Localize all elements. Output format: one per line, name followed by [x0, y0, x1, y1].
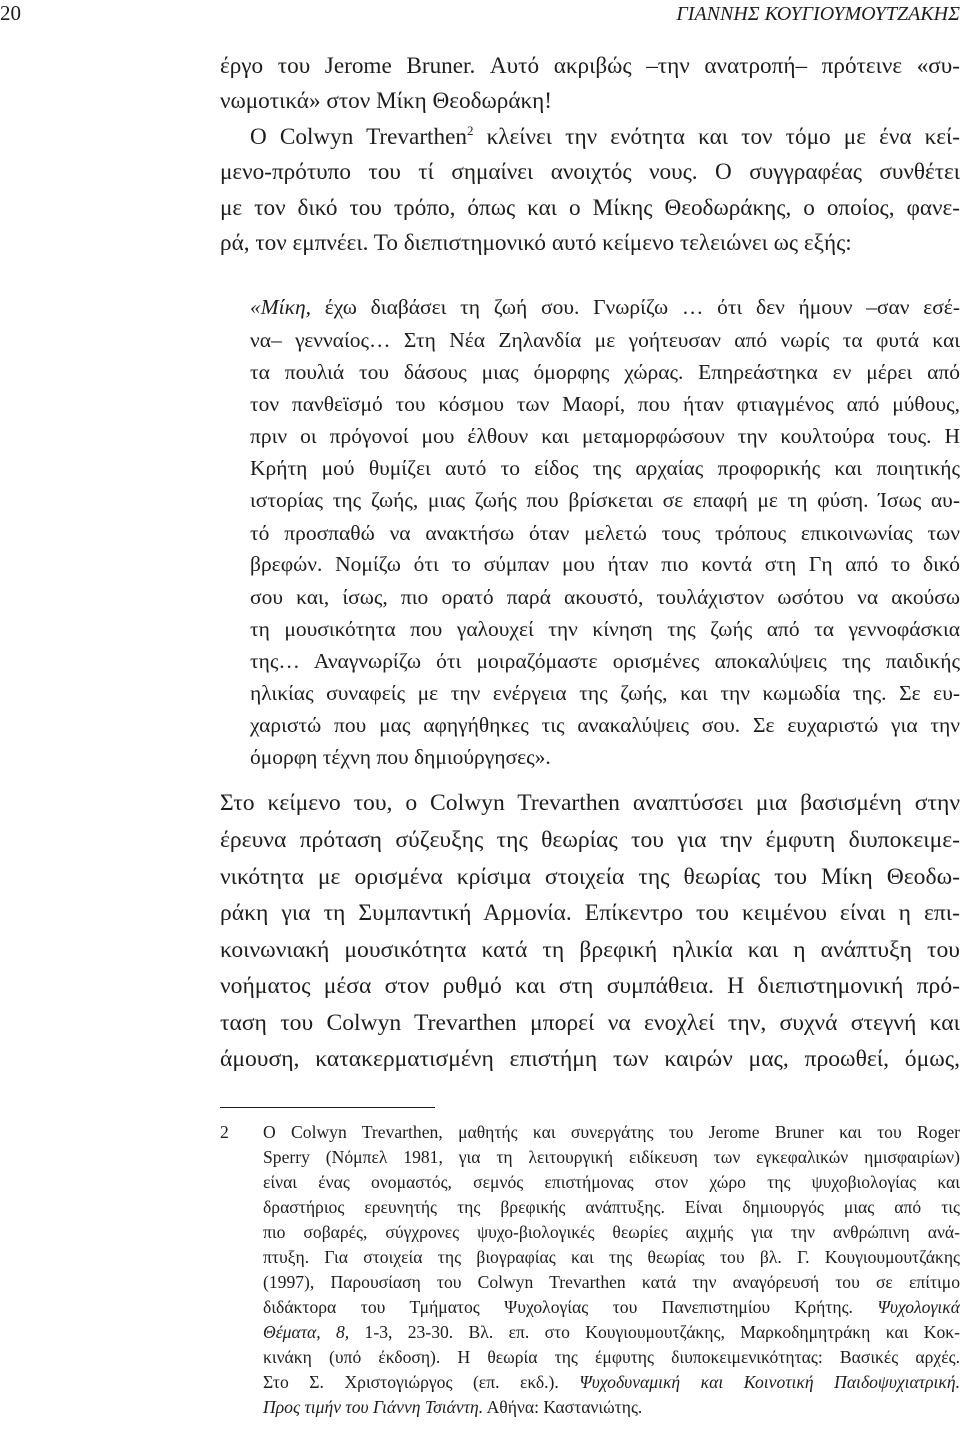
footnote-line	[263, 1371, 960, 1393]
text-span: 1-3, 23-30. Βλ. επ. στο Κουγιουμουτζάκης, Μαρκοδημητράκη και Κοκ-	[364, 1322, 960, 1342]
footnote-line: είναι ένας ονομαστός, σεμνός επιστήμονας στον χώρο της ψυχοβιολογίας και	[263, 1172, 960, 1192]
text-line: τα πουλιά του δάσους μιας όμορφης χώρας. Επηρεάστηκα εν μέρει από	[250, 360, 960, 384]
text-span: Στο Σ. Χριστογιώργος (επ. εκδ.).	[263, 1372, 559, 1392]
text-line: έργο του Jerome Bruner. Αυτό ακριβώς –την ανατροπή– πρότεινε «συ-	[220, 53, 960, 79]
text-line: ρά, τον εμπνέει. Το διεπιστημονικό αυτό κείμενο τελειώνει ως εξής:	[220, 230, 852, 256]
text-line: ιστορίας της ζωής, μιας ζωής που βρίσκεται σε επαφή με τη φύση. Ίσως αυ-	[250, 488, 960, 512]
text-line: νοήματος μέσα στον ρυθμό και στη συμπάθεια. Η διεπιστημονική πρό-	[220, 973, 960, 999]
text-line	[250, 122, 960, 152]
text-span: διδάκτορα του Τμήματος Ψυχολογίας του Πανεπιστημίου Κρήτης.	[263, 1297, 853, 1317]
text-line: κοινωνιακή μουσικότητα κατά τη βρεφική ηλικία και η ανάπτυξη του	[220, 937, 960, 963]
text-line: να– γενναίος… Στη Νέα Ζηλανδία με γοήτευσαν από νωρίς τα φυτά και	[250, 328, 960, 352]
text-line: βρεφών. Νομίζω ότι το σύμπαν μου ήταν πιο κοντά στη Γη από το δικό	[250, 552, 960, 576]
text-span: έχω διαβάσει τη ζωή σου. Γνωρίζω … ότι δεν ήμουν –σαν εσέ-	[311, 295, 960, 319]
footnote-line	[263, 1321, 960, 1343]
text-span: Ο Colwyn Trevarthen	[250, 124, 467, 150]
footnote-ref: 2	[466, 123, 474, 138]
text-line: Στο κείμενο του, ο Colwyn Trevarthen αναπτύσσει μια βασισμένη στην	[220, 790, 960, 816]
text-line: χαριστώ που μας αφηγήθηκες τις ανακαλύψεις σου. Σε ευχαριστώ για την	[250, 713, 960, 737]
footnote-line	[263, 1396, 960, 1418]
quote-italic: «Μίκη,	[250, 295, 311, 319]
page-number: 20	[0, 1, 21, 25]
text-line: όμορφη τέχνη που δημιούργησες».	[250, 745, 551, 769]
footnote-line: (1997), Παρουσίαση του Colwyn Trevarthen κατά την αναγόρευσή του σε επίτιμο	[263, 1272, 960, 1292]
text-span: Αθήνα: Καστανιώτης.	[486, 1397, 643, 1417]
text-line: ταση του Colwyn Trevarthen μπορεί να ενοχλεί την, συχνά στεγνή και	[220, 1010, 960, 1036]
text-line: της… Αναγνωρίζω ότι μοιραζόμαστε ορισμένες αποκαλύψεις της παιδικής	[250, 649, 960, 673]
book-title: Ψυχοδυναμική και Κοινοτική Παιδοψυχιατρική.	[579, 1372, 960, 1392]
text-line: ράκη για τη Συμπαντική Αρμονία. Επίκεντρο του κειμένου είναι η επι-	[220, 900, 960, 926]
text-line: Κρήτη μού θυμίζει αυτό το είδος της αρχαίας προφορικής και ποιητικής	[250, 456, 960, 480]
text-line: τό προσπαθώ να ανακτήσω όταν μελετώ τους τρόπους επικοινωνίας των	[250, 521, 960, 545]
text-line: με τον δικό του τρόπο, όπως και ο Μίκης Θεοδωράκης, ο οποίος, φανε-	[220, 195, 960, 221]
text-line	[250, 293, 960, 321]
footnote-line: πιο σοβαρές, σύγχρονες ψυχο-βιολογικές θεωρίες αιχμής για την ανθρώπινη ανά-	[263, 1222, 960, 1242]
book-subtitle: Προς τιμήν του Γιάννη Τσιάντη.	[263, 1397, 484, 1417]
text-line: έρευνα πρόταση σύζευξης της θεωρίας του για την έμφυτη διυποκειμε-	[220, 827, 960, 853]
footnote-rule	[220, 1107, 435, 1108]
text-line: νωμοτικά» στον Μίκη Θεοδωράκη!	[220, 88, 553, 114]
footnote-line: κινάκη (υπό έκδοση). Η θεωρία της έμφυτης διυποκειμενικότητας: Βασικές αρχές.	[263, 1347, 960, 1367]
text-line: ηλικίας συναφείς με την ενέργεια της ζωής, και την κωμωδία της. Σε ευ-	[250, 681, 960, 705]
text-line: τον πανθεϊσμό του κόσμου των Μαορί, που ήταν φτιαγμένος από μύθους,	[250, 392, 960, 416]
text-line: τη μουσικότητα που γαλουχεί την κίνηση της ζωής από τα γεννοφάσκια	[250, 617, 960, 641]
journal-title: Θέματα, 8,	[263, 1322, 350, 1342]
journal-title: Ψυχολογικά	[877, 1297, 960, 1317]
text-line: πριν οι πρόγονοί μου έλθουν και μεταμορφώσουν την κουλτούρα τους. Η	[250, 424, 960, 448]
footnote-number: 2	[220, 1122, 229, 1142]
text-line: άμουση, κατακερματισμένη επιστήμη των καιρών μας, προωθεί, όμως,	[220, 1046, 960, 1072]
footnote-line: πτυξη. Για στοιχεία της βιογραφίας και της θεωρίας του βλ. Γ. Κουγιουμουτζάκης	[263, 1247, 960, 1267]
text-span: κλείνει την ενότητα και τον τόμο με ένα κεί-	[486, 124, 960, 150]
footnote-line	[263, 1296, 960, 1318]
text-line: νικότητα με ορισμένα κρίσιμα στοιχεία της θεωρίας του Μίκη Θεοδω-	[220, 864, 960, 890]
footnote-line: δραστήριος ερευνητής της βρεφικής ανάπτυξης. Είναι δημιουργός μιας από τις	[263, 1197, 960, 1217]
footnote-line: Ο Colwyn Trevarthen, μαθητής και συνεργάτης του Jerome Bruner και του Roger	[263, 1122, 960, 1142]
footnote-line: Sperry (Νόμπελ 1981, για τη λειτουργική ειδίκευση των εγκεφαλικών ημισφαιρίων)	[263, 1147, 960, 1167]
running-head: ΓΙΑΝΝΗΣ ΚΟΥΓΙΟΥΜΟΥΤΖΑΚΗΣ	[676, 3, 960, 25]
text-line: σου και, ίσως, πιο ορατό παρά ακουστό, τουλάχιστον ωσότου να ακούσω	[250, 585, 960, 609]
text-line: μενο-πρότυπο του τί σημαίνει ανοιχτός νους. Ο συγγραφέας συνθέτει	[220, 159, 960, 185]
